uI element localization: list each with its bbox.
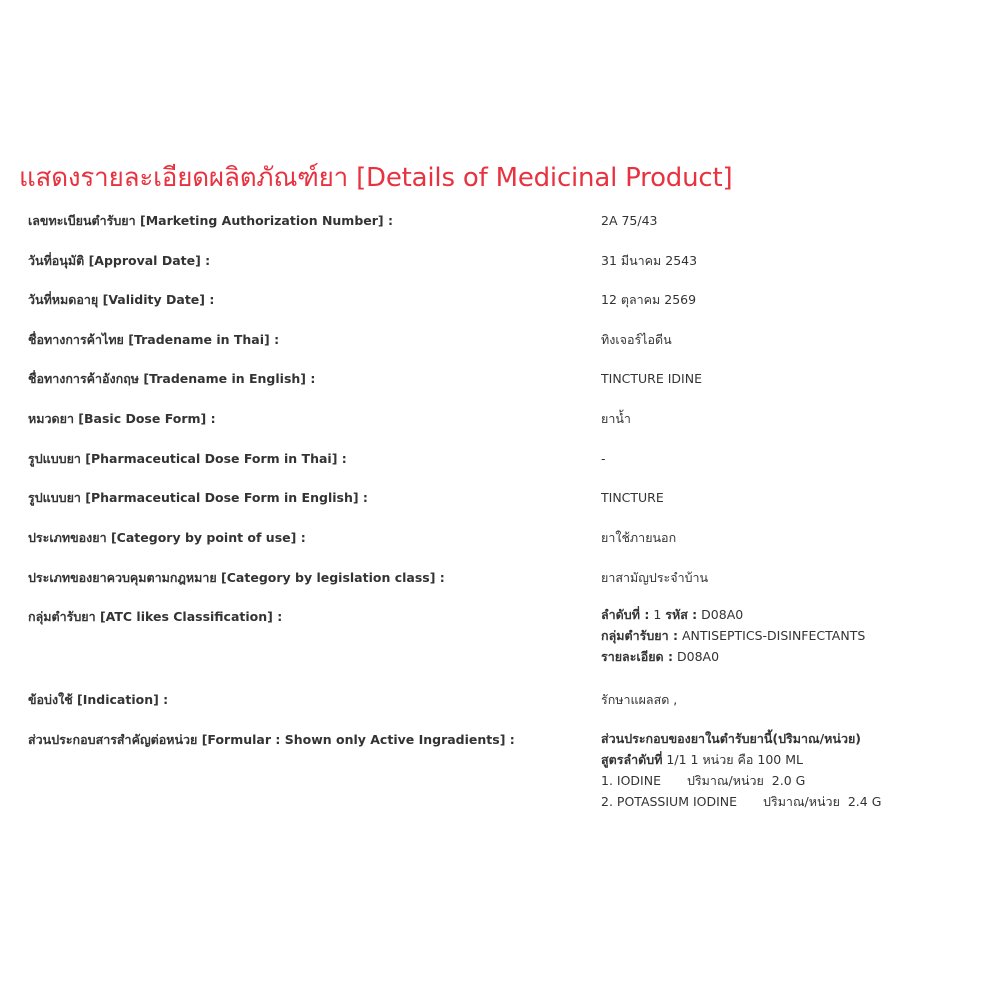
legislation-class-label: ประเภทของยาควบคุมตามกฎหมาย [Category by legislation class] :: [28, 570, 445, 585]
tradename-english-value: TINCTURE IDINE: [601, 371, 702, 386]
atc-group-value: ANTISEPTICS-DISINFECTANTS: [681, 628, 866, 643]
atc-classification-value: [601, 604, 865, 667]
ingredient-row: [601, 770, 881, 791]
atc-group-label: กลุ่มตำรับยา :: [601, 628, 678, 643]
ingredient-qty-label: ปริมาณ/หน่วย: [763, 794, 840, 809]
category-point-of-use-label: ประเภทของยา [Category by point of use] :: [28, 530, 306, 545]
atc-group-line: [601, 625, 865, 646]
atc-detail-label: รายละเอียด :: [601, 649, 674, 664]
dose-form-english-value: TINCTURE: [601, 490, 664, 505]
atc-order-label: ลำดับที่ :: [601, 607, 650, 622]
registration-number-label: เลขทะเบียนตำรับยา [Marketing Authorization Number] :: [28, 213, 393, 228]
indication-value: รักษาแผลสด ,: [601, 692, 678, 707]
dose-form-thai-value: -: [601, 451, 606, 466]
page-title: แสดงรายละเอียดผลิตภัณฑ์ยา [Details of Medicinal Product]: [19, 163, 733, 193]
validity-date-label: วันที่หมดอายุ [Validity Date] :: [28, 292, 215, 307]
ingredient-qty: 2.0 G: [771, 773, 806, 788]
atc-order-value: 1: [653, 607, 662, 622]
dose-form-english-label: รูปแบบยา [Pharmaceutical Dose Form in English] :: [28, 490, 368, 505]
dose-form-thai-label: รูปแบบยา [Pharmaceutical Dose Form in Thai] :: [28, 451, 347, 466]
atc-code-value: D08A0: [701, 607, 744, 622]
ingredient-qty-label: ปริมาณ/หน่วย: [687, 773, 764, 788]
ingredient-name: 1. IODINE: [601, 773, 661, 788]
atc-order-line: [601, 604, 865, 625]
formula-heading: ส่วนประกอบของยาในตำรับยานี้(ปริมาณ/หน่วย): [601, 731, 862, 746]
basic-dose-form-label: หมวดยา [Basic Dose Form] :: [28, 411, 216, 426]
atc-detail-value: D08A0: [677, 649, 720, 664]
formula-value: [601, 728, 881, 812]
ingredient-row: [601, 791, 881, 812]
atc-code-label: รหัส :: [665, 607, 698, 622]
formula-label: ส่วนประกอบสารสำคัญต่อหน่วย [Formular : Shown only Active Ingradients] :: [28, 732, 515, 747]
basic-dose-form-value: ยาน้ำ: [601, 411, 631, 426]
formula-number-line: [601, 749, 881, 770]
formula-number-value: 1/1 1 หน่วย คือ 100 ML: [666, 752, 803, 767]
atc-classification-label: กลุ่มตำรับยา [ATC likes Classification] :: [28, 609, 283, 624]
indication-label: ข้อบ่งใช้ [Indication] :: [28, 692, 169, 707]
legislation-class-value: ยาสามัญประจำบ้าน: [601, 570, 709, 585]
ingredient-name: 2. POTASSIUM IODINE: [601, 794, 738, 809]
atc-detail-line: [601, 646, 865, 667]
category-point-of-use-value: ยาใช้ภายนอก: [601, 530, 677, 545]
formula-number-label: สูตรลำดับที่: [601, 752, 663, 767]
approval-date-value: 31 มีนาคม 2543: [601, 253, 698, 268]
ingredient-qty: 2.4 G: [847, 794, 882, 809]
registration-number-value: 2A 75/43: [601, 213, 658, 228]
approval-date-label: วันที่อนุมัติ [Approval Date] :: [28, 253, 211, 268]
tradename-thai-value: ทิงเจอร์ไอดีน: [601, 332, 672, 347]
validity-date-value: 12 ตุลาคม 2569: [601, 292, 697, 307]
tradename-thai-label: ชื่อทางการค้าไทย [Tradename in Thai] :: [28, 332, 280, 347]
tradename-english-label: ชื่อทางการค้าอังกฤษ [Tradename in English] :: [28, 371, 316, 386]
